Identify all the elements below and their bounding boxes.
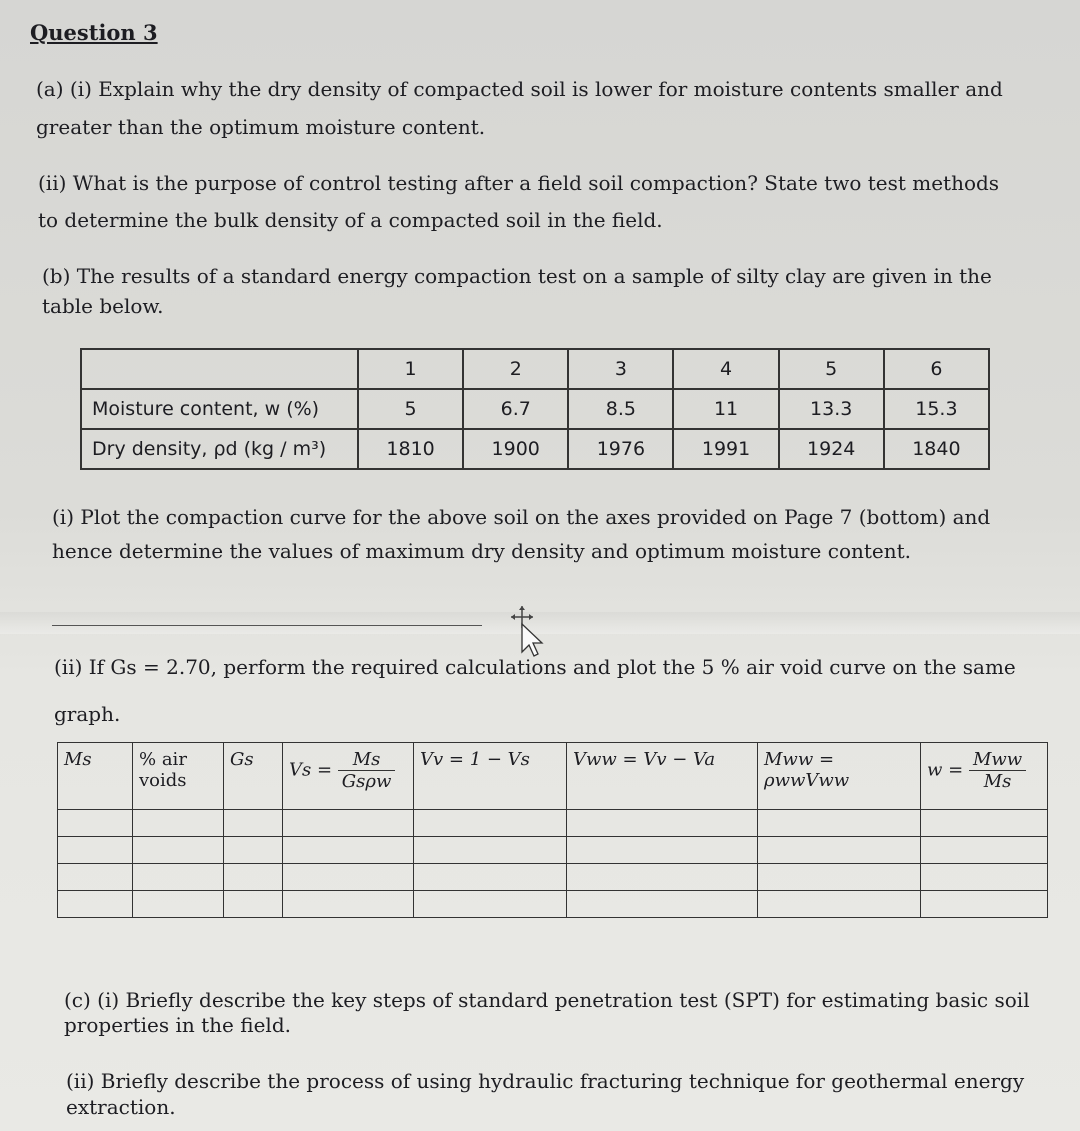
header-air-voids: % air voids	[133, 743, 224, 810]
table-corner-cell	[81, 349, 358, 389]
table-row	[81, 389, 989, 429]
table-cell: 13.3	[779, 389, 884, 429]
calc-table-header-row	[58, 743, 1048, 810]
table-cell: 5	[358, 389, 463, 429]
empty-cell	[567, 837, 758, 864]
header-w	[921, 743, 1048, 810]
column-number: 3	[568, 349, 673, 389]
empty-cell	[58, 891, 133, 918]
empty-cell	[758, 810, 921, 837]
table-row	[58, 864, 1048, 891]
part-b-ii-line-1: (ii) If Gs = 2.70, perform the required calculations and plot the 5 % air void curve on the same	[54, 655, 1016, 679]
table-cell: 15.3	[884, 389, 989, 429]
vs-numerator: Ms	[338, 749, 396, 771]
part-b-i-line-2: hence determine the values of maximum dry density and optimum moisture content.	[52, 539, 912, 563]
empty-cell	[758, 837, 921, 864]
row-label: Dry density, ρd (kg / m³)	[81, 429, 358, 469]
table-row	[58, 810, 1048, 837]
column-number: 2	[463, 349, 568, 389]
empty-cell	[58, 864, 133, 891]
header-vww: Vww = Vv − Va	[567, 743, 758, 810]
empty-cell	[921, 837, 1048, 864]
part-a-ii-line-2: to determine the bulk density of a compacted soil in the field.	[38, 208, 663, 232]
compaction-results-table	[80, 348, 990, 470]
header-vs	[283, 743, 414, 810]
empty-cell	[224, 891, 283, 918]
column-number: 1	[358, 349, 463, 389]
table-cell: 1991	[673, 429, 778, 469]
column-number: 4	[673, 349, 778, 389]
empty-cell	[567, 891, 758, 918]
empty-cell	[758, 864, 921, 891]
table-row	[81, 429, 989, 469]
vs-lhs: Vs =	[289, 759, 333, 781]
part-a-i-line-2: greater than the optimum moisture content.	[36, 115, 486, 139]
header-mww: Mww = ρwwVww	[758, 743, 921, 810]
part-b-ii-line-2: graph.	[54, 702, 121, 726]
table-cell: 11	[673, 389, 778, 429]
column-number: 5	[779, 349, 884, 389]
part-c-ii-line-1: (ii) Briefly describe the process of using hydraulic fracturing technique for geothermal energy	[66, 1069, 1025, 1093]
part-b-intro-line-1: (b) The results of a standard energy compaction test on a sample of silty clay are given in the	[42, 264, 992, 288]
table-cell: 1976	[568, 429, 673, 469]
part-c-i-line-1: (c) (i) Briefly describe the key steps of standard penetration test (SPT) for estimating basic soil	[64, 988, 1030, 1012]
table-row	[58, 837, 1048, 864]
part-a-i-line-1: (a) (i) Explain why the dry density of compacted soil is lower for moisture contents smaller and	[36, 77, 1003, 101]
empty-cell	[921, 810, 1048, 837]
table-cell: 6.7	[463, 389, 568, 429]
empty-cell	[224, 864, 283, 891]
air-void-calculation-table	[57, 742, 1048, 918]
empty-cell	[414, 891, 567, 918]
empty-cell	[567, 810, 758, 837]
table-cell: 1840	[884, 429, 989, 469]
empty-cell	[758, 891, 921, 918]
divider-line	[52, 625, 482, 626]
header-gs: Gs	[224, 743, 283, 810]
vs-fraction	[338, 749, 396, 792]
empty-cell	[133, 837, 224, 864]
row-label: Moisture content, w (%)	[81, 389, 358, 429]
w-fraction	[969, 749, 1026, 792]
empty-cell	[283, 891, 414, 918]
empty-cell	[58, 810, 133, 837]
w-denominator: Ms	[983, 771, 1012, 792]
table-cell: 8.5	[568, 389, 673, 429]
table-cell: 1810	[358, 429, 463, 469]
part-a-ii-line-1: (ii) What is the purpose of control testing after a field soil compaction? State two test methods	[38, 171, 1000, 195]
empty-cell	[133, 891, 224, 918]
empty-cell	[133, 810, 224, 837]
empty-cell	[283, 837, 414, 864]
empty-cell	[414, 864, 567, 891]
table-header-row	[81, 349, 989, 389]
header-ms: Ms	[58, 743, 133, 810]
w-lhs: w =	[927, 759, 964, 781]
empty-cell	[224, 810, 283, 837]
table-row	[58, 891, 1048, 918]
part-b-intro-line-2: table below.	[42, 294, 164, 318]
vs-denominator: Gsρw	[341, 771, 392, 792]
empty-cell	[921, 864, 1048, 891]
column-number: 6	[884, 349, 989, 389]
part-c-ii-line-2: extraction.	[66, 1095, 176, 1119]
w-numerator: Mww	[969, 749, 1026, 771]
empty-cell	[283, 810, 414, 837]
empty-cell	[414, 810, 567, 837]
part-c-i-line-2: properties in the field.	[64, 1013, 291, 1037]
empty-cell	[283, 864, 414, 891]
empty-cell	[58, 837, 133, 864]
header-vv: Vv = 1 − Vs	[414, 743, 567, 810]
empty-cell	[567, 864, 758, 891]
empty-cell	[921, 891, 1048, 918]
table-cell: 1900	[463, 429, 568, 469]
question-heading: Question 3	[30, 20, 158, 45]
table-cell: 1924	[779, 429, 884, 469]
part-b-i-line-1: (i) Plot the compaction curve for the above soil on the axes provided on Page 7 (bottom) and	[52, 505, 991, 529]
empty-cell	[224, 837, 283, 864]
empty-cell	[414, 837, 567, 864]
empty-cell	[133, 864, 224, 891]
